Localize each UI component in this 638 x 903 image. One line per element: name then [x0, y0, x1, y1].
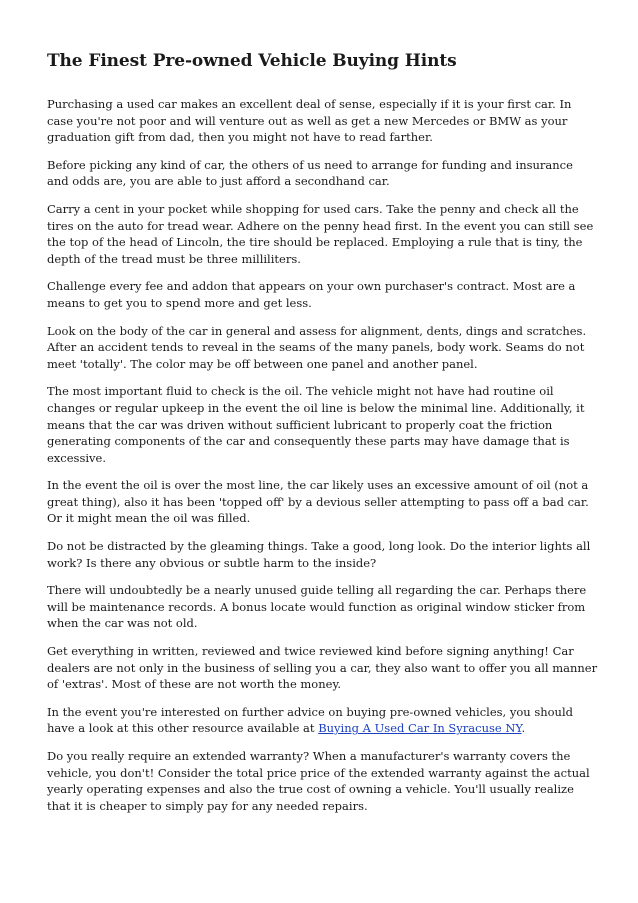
paragraph: The most important fluid to check is the oil. The vehicle might not have had routine oil changes or regular upkeep in the event the oil line is below the minimal line. Additionally, it means that the car was driven without sufficient lubricant to properly coat the friction generating components of the car and consequently these parts may have damage that is excessive. [47, 384, 585, 465]
paragraph: Do not be distracted by the gleaming things. Take a good, long look. Do the interior lights all work? Is there any obvious or subtle harm to the inside? [47, 539, 591, 570]
paragraph: Carry a cent in your pocket while shopping for used cars. Take the penny and check all the tires on the auto for tread wear. Adhere on the penny head first. In the event you can still see the top of the head of Lincoln, the tire should be replaced. Employing a rule that is tiny, the depth of the tread must be three milliliters. [47, 201, 594, 266]
paragraph: Get everything in written, reviewed and twice reviewed kind before signing anything! Car dealers are not only in the business of selling you a car, they also want to offer you all manner of 'extras'. Most of these are not worth the money. [47, 644, 598, 692]
paragraph: Purchasing a used car makes an excellent deal of sense, especially if it is your first car. In case you're not poor and will venture out as well as get a new Mercedes or BMW as your graduation gift from dad, then you might not have to read farther. [47, 97, 572, 145]
resource-text-after: . [521, 721, 526, 736]
resource-link[interactable]: Buying A Used Car In Syracuse NY [318, 721, 522, 736]
paragraph: Look on the body of the car in general and assess for alignment, dents, dings and scratches. After an accident tends to reveal in the seams of the many panels, body work. Seams do not meet 'totally'. The color may be off between one panel and another panel. [47, 323, 587, 371]
resource-paragraph [47, 704, 598, 737]
resource-text-before: In the event you're interested on further advice on buying pre-owned vehicles, you should have a look at this other resource available at [47, 704, 574, 736]
paragraph: Do you really require an extended warranty? When a manufacturer's warranty covers the vehicle, you don't! Consider the total price price of the extended warranty against the actual yearly operating expenses and also the true cost of owning a vehicle. You'll usually realize that it is cheaper to simply pay for any needed repairs. [47, 749, 590, 813]
paragraph: In the event the oil is over the most line, the car likely uses an excessive amount of oil (not a great thing), also it has been 'topped off' by a devious seller attempting to pass off a bad car. Or it might mean the oil was filled. [47, 478, 589, 526]
paragraph: Challenge every fee and addon that appears on your own purchaser's contract. Most are a means to get you to spend more and get less. [47, 279, 576, 310]
paragraph: Before picking any kind of car, the others of us need to arrange for funding and insurance and odds are, you are able to just afford a secondhand car. [47, 157, 573, 189]
document-title: The Finest Pre-owned Vehicle Buying Hints [47, 51, 457, 71]
paragraph: There will undoubtedly be a nearly unused guide telling all regarding the car. Perhaps there will be maintenance records. A bonus locate would function as original window sticker from when the car was not old. [47, 583, 587, 631]
